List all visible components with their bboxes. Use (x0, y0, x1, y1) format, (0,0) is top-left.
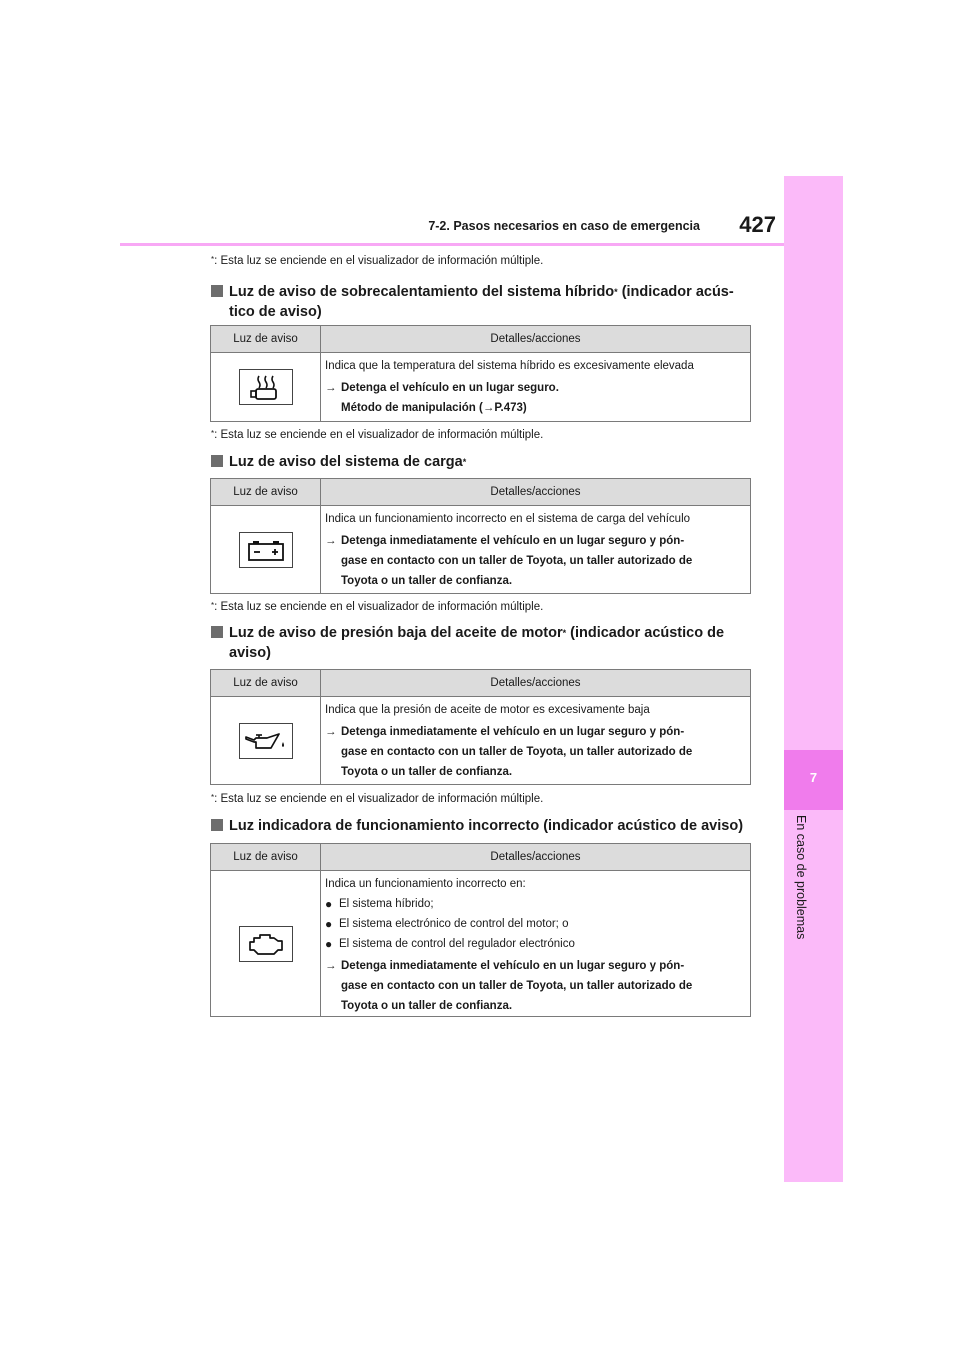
action-text: gase en contacto con un taller de Toyota, un taller autorizado de (341, 746, 693, 758)
action-text: Toyota o un taller de confianza. (341, 1000, 513, 1012)
action-text: Toyota o un taller de confianza. (341, 766, 513, 778)
header-rule (120, 243, 784, 246)
section-heading: Luz de aviso de sobrecalentamiento del sistema híbrido* (indicador acús- tico de aviso) (211, 282, 734, 322)
action-text: Detenga el vehículo en un lugar seguro. (341, 382, 559, 394)
chapter-side-tab (784, 176, 843, 1182)
description: Indica que la presión de aceite de motor es excesivamente baja (325, 704, 650, 716)
action-text: gase en contacto con un taller de Toyota, un taller autorizado de (341, 555, 693, 567)
square-bullet-icon (211, 285, 223, 297)
warning-table: Luz de aviso Detalles/acciones Indica un funcionamiento incorrecto en el sistema de carga del vehículo → Detenga inmediatamente el vehículo en un lugar seguro y pón- gase en contacto con un taller de Toyota, un taller autorizado de Toyota o un taller de confianza. (210, 478, 751, 594)
chapter-number: 7 (809, 770, 818, 785)
description: Indica un funcionamiento incorrecto en el sistema de carga del vehículo (325, 513, 691, 525)
section-heading: Luz de aviso de presión baja del aceite de motor* (indicador acústico de aviso) (211, 623, 724, 663)
action-text: gase en contacto con un taller de Toyota, un taller autorizado de (341, 980, 693, 992)
page-number: 427 (739, 212, 776, 237)
action-text: Detenga inmediatamente el vehículo en un lugar seguro y pón- (341, 960, 685, 972)
bullet-icon: ● (325, 897, 333, 911)
section-heading: Luz indicadora de funcionamiento incorrecto (indicador acústico de aviso) (211, 816, 743, 836)
col-header-light: Luz de aviso (211, 844, 321, 870)
col-header-light: Luz de aviso (211, 670, 321, 696)
footnote: *: Esta luz se enciende en el visualizador de información múltiple. (211, 793, 544, 805)
col-header-light: Luz de aviso (211, 326, 321, 352)
warning-table: Luz de aviso Detalles/acciones Indica un funcionamiento incorrecto en: ● El sistema híbrido; ● El sistema electrónico de control del motor; o ● El sistema de control del regulador electrónico → Detenga inmediatamente el vehículo en un lugar seguro y pón- gase en contacto con un taller de Toyota, un taller autorizado de Toyota o un taller de confianza. (210, 843, 751, 1017)
list-item: El sistema híbrido; (339, 898, 434, 910)
hybrid-overheat-icon (239, 369, 293, 405)
col-header-details: Detalles/acciones (490, 677, 581, 689)
square-bullet-icon (211, 455, 223, 467)
battery-icon (239, 532, 293, 568)
description: Indica un funcionamiento incorrecto en: (325, 878, 526, 890)
warning-table: Luz de aviso Detalles/acciones Indica que la presión de aceite de motor es excesivamente baja → Detenga inmediatamente el vehículo en un lugar seguro y pón- gase en contacto con un taller de Toyota, un taller autorizado de Toyota o un taller de confianza. (210, 669, 751, 785)
action-text: Toyota o un taller de confianza. (341, 575, 513, 587)
section-heading: Luz de aviso del sistema de carga* (211, 452, 466, 472)
footnote: *: Esta luz se enciende en el visualizador de información múltiple. (211, 429, 544, 441)
footnote: *: Esta luz se enciende en el visualizador de información múltiple. (211, 255, 544, 267)
square-bullet-icon (211, 819, 223, 831)
oil-can-icon (239, 723, 293, 759)
warning-table: Luz de aviso Detalles/acciones Indica que la temperatura del sistema híbrido es excesivamente elevada → Detenga el vehículo en un lugar seguro. Método de manipulación (→P.473) (210, 325, 751, 422)
list-item: El sistema electrónico de control del motor; o (339, 918, 569, 930)
section-title: 7-2. Pasos necesarios en caso de emergencia (428, 219, 700, 233)
action-text: Detenga inmediatamente el vehículo en un lugar seguro y pón- (341, 726, 685, 738)
action-text: Detenga inmediatamente el vehículo en un lugar seguro y pón- (341, 535, 685, 547)
square-bullet-icon (211, 626, 223, 638)
col-header-details: Detalles/acciones (490, 486, 581, 498)
col-header-details: Detalles/acciones (490, 333, 581, 345)
chapter-title: En caso de problemas (794, 815, 808, 940)
bullet-icon: ● (325, 917, 333, 931)
description: Indica que la temperatura del sistema híbrido es excesivamente elevada (325, 360, 694, 372)
action-reference: Método de manipulación (→P.473) (341, 402, 527, 414)
check-engine-icon (239, 926, 293, 962)
col-header-light: Luz de aviso (211, 479, 321, 505)
list-item: El sistema de control del regulador electrónico (339, 938, 575, 950)
bullet-icon: ● (325, 937, 333, 951)
footnote: *: Esta luz se enciende en el visualizador de información múltiple. (211, 601, 544, 613)
col-header-details: Detalles/acciones (490, 851, 581, 863)
